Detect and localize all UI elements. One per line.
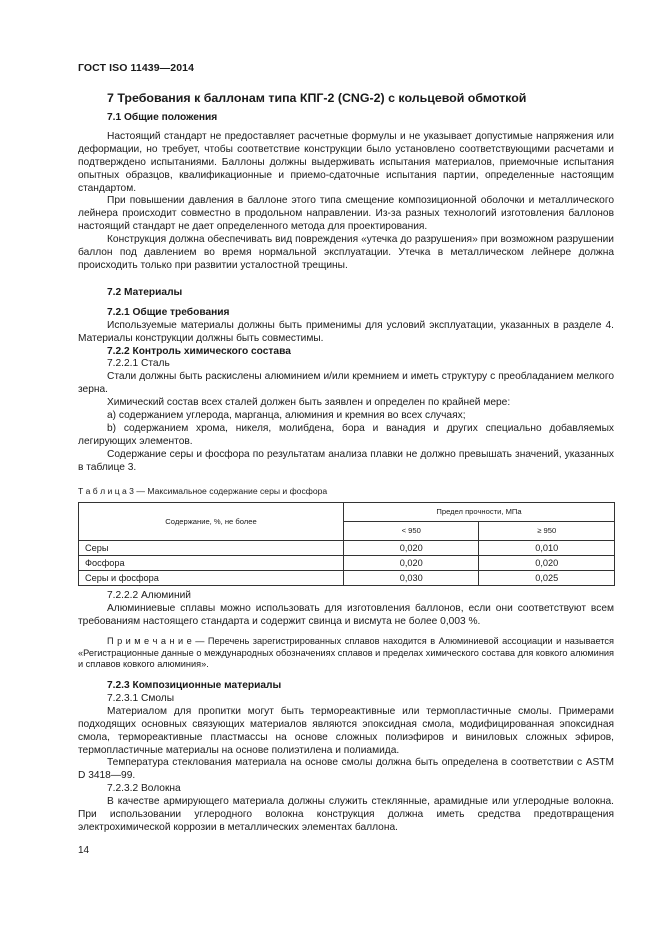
paragraph: Конструкция должна обеспечивать вид повреждения «утечка до разрушения» при возможном разрушении баллон под давлением во время нормальной эксплуатации. Утечка в металлическом лейнере должна происходить только при развитии усталостной трещины. xyxy=(78,234,614,271)
paragraph: Материалом для пропитки могут быть термореактивные или термопластичные смолы. Примерами подходящих основных связующих материалов являются эпоксидная смола, модифицированная эпоксидная смола, термореактивные пластмассы на основе сложных полиэфиров и виниловых сложных эфиров, термопластичные материалы на основе полиэтилена и полиамида. xyxy=(78,705,614,756)
row-name: Серы xyxy=(79,541,344,556)
paragraph: Стали должны быть раскислены алюминием и/или кремнием и иметь структуру с преобладанием мелкого зерна. xyxy=(78,371,614,396)
section-7-2-title: 7.2 Материалы xyxy=(107,286,183,298)
paragraph: При повышении давления в баллоне этого типа смещение композиционной оболочки и металлического лейнера происходит совместно в продольном направлении. Из-за разных технологий изготовления баллонов настоящий стандарт не дает определенного метода для проектирования. xyxy=(78,195,614,233)
paragraph: Температура стеклования материала на основе смолы должна быть определена в соответствии с ASTM D 3418—99. xyxy=(78,757,614,782)
paragraph: Содержание серы и фосфора по результатам анализа плавки не должно превышать значений, указанных в таблице 3. xyxy=(78,448,614,473)
table-row xyxy=(79,571,615,586)
page-number: 14 xyxy=(78,845,90,856)
paragraph: Используемые материалы должны быть применимы для условий эксплуатации, указанных в разделе 4. Материалы конструкции должны быть совместимы. xyxy=(78,319,614,344)
row-name: Фосфора xyxy=(79,556,344,571)
row-value-lt: 0,030 xyxy=(344,571,479,586)
paragraph: Настоящий стандарт не предоставляет расчетные формулы и не указывает допустимые напряжения или деформации, но требует, чтобы соответствие конструкции было установлено соответствующими расчетами и подтверждено испытаниями. Баллоны должны выдерживать испытания материалов, приемочные испытания опытных образцов, квалификационные и приемо-сдаточные испытания партии, определенные настоящим стандартом. xyxy=(78,130,614,194)
table-header-ge: ≥ 950 xyxy=(479,522,615,541)
row-name: Серы и фосфора xyxy=(79,571,344,586)
page-content xyxy=(78,90,614,835)
table-row xyxy=(79,541,615,556)
section-7-2-2-title: 7.2.2 Контроль химического состава xyxy=(107,345,291,357)
list-item: b) содержанием хрома, никеля, молибдена, бора и ванадия и других специально добавляемых легирующих элементов. xyxy=(78,422,614,447)
row-value-ge: 0,020 xyxy=(479,556,615,571)
note: П р и м е ч а н и е — Перечень зарегистрированных сплавов находится в Алюминиевой ассоциации и называется «Регистрационные данные о международных обозначениях сплавов и пределах химического состава для ковкого алюминия и сплавов ковкого алюминия». xyxy=(78,636,614,670)
row-value-lt: 0,020 xyxy=(344,556,479,571)
list-item: a) содержанием углерода, марганца, алюминия и кремния во всех случаях; xyxy=(107,410,466,422)
sulfur-phosphorus-table xyxy=(78,502,615,586)
standard-header: ГОСТ ISO 11439—2014 xyxy=(78,62,195,74)
section-7-2-3-title: 7.2.3 Композиционные материалы xyxy=(107,679,282,691)
row-value-ge: 0,010 xyxy=(479,541,615,556)
section-7-2-2-2-title: 7.2.2.2 Алюминий xyxy=(107,590,191,602)
section-7-2-2-1-title: 7.2.2.1 Сталь xyxy=(107,358,170,370)
table-caption: Т а б л и ц а 3 — Максимальное содержание серы и фосфора xyxy=(78,485,328,496)
table-header-strength: Предел прочности, МПа xyxy=(344,503,615,522)
paragraph: Химический состав всех сталей должен быть заявлен и определен по крайней мере: xyxy=(107,397,511,409)
paragraph: Алюминиевые сплавы можно использовать для изготовления баллонов, если они соответствуют всем требованиям настоящего стандарта и содержит свинца и висмута не более 0,003 %. xyxy=(78,603,614,628)
table-header-content: Содержание, %, не более xyxy=(79,503,344,541)
table-row xyxy=(79,556,615,571)
section-7-title: 7 Требования к баллонам типа КПГ-2 (CNG-2) с кольцевой обмоткой xyxy=(107,91,527,105)
table-header-lt: < 950 xyxy=(344,522,479,541)
section-7-2-1-title: 7.2.1 Общие требования xyxy=(107,306,230,318)
section-7-2-3-1-title: 7.2.3.1 Смолы xyxy=(107,692,175,704)
row-value-ge: 0,025 xyxy=(479,571,615,586)
paragraph: В качестве армирующего материала должны служить стеклянные, арамидные или углеродные волокна. При использовании углеродного волокна конструкция должна иметь средства предотвращения электрохимической коррозии в металлических элементах баллона. xyxy=(78,796,614,833)
row-value-lt: 0,020 xyxy=(344,541,479,556)
section-7-2-3-2-title: 7.2.3.2 Волокна xyxy=(107,783,181,795)
section-7-1-title: 7.1 Общие положения xyxy=(107,112,218,123)
